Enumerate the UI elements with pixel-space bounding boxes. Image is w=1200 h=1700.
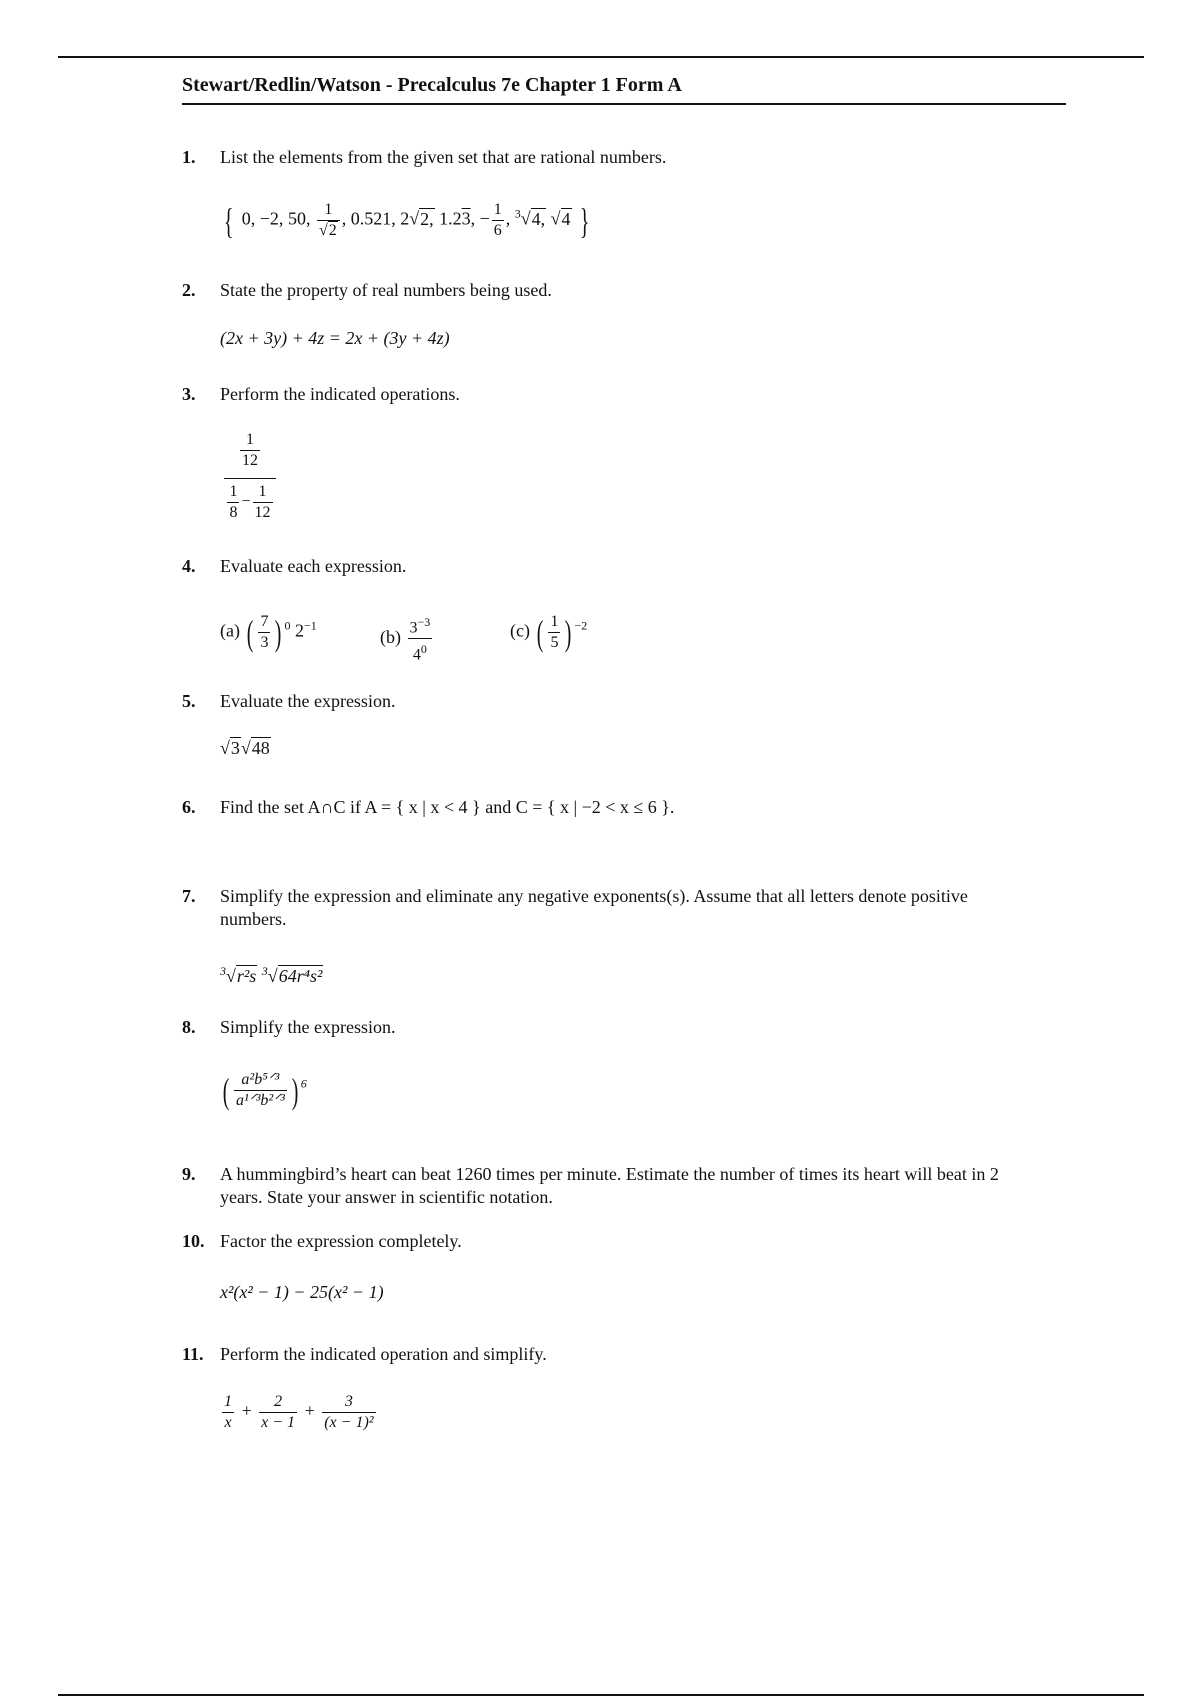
- question-5-expression: √3√48: [220, 738, 270, 758]
- question-1-set: { 0, −2, 50, $\frac{1}{√2}$ , 0.521, 2√2, 1.23, − $\frac{1}{6}$ , $^3$√4, √4 }: [223, 200, 590, 241]
- page-title: Stewart/Redlin/Watson - Precalculus 7e Chapter 1 Form A: [182, 74, 1066, 105]
- question-8-expression: ( $\frac{\text{a²b⁵ᐟ³}}{\text{a¹ᐟ³b²ᐟ³}}$ ) $^6$: [222, 1070, 307, 1111]
- question-7-expression: $^3$√r²s $^3$√64r⁴s²: [220, 964, 323, 986]
- question-4-part-a: (a) ( $\frac{7}{3}$ ) $^0$ $2^{-1}$: [220, 612, 317, 653]
- bottom-rule: [58, 1694, 1144, 1696]
- top-rule: [58, 56, 1144, 58]
- question-2-expression: (2x + 3y) + 4z = 2x + (3y + 4z): [220, 328, 450, 348]
- question-4-part-b: (b) $\frac{3^{-3}}{4^0}$: [380, 615, 431, 664]
- question-4-part-c: (c) ( $\frac{1}{5}$ ) $^{-2}$: [510, 612, 588, 653]
- question-11-expression: $\frac{1}{x}$ + $\frac{2}{x - 1}$ + $\frac{3}{\text{(x − 1)²}}$: [224, 1393, 374, 1431]
- question-10-expression: x²(x² − 1) − 25(x² − 1): [220, 1282, 384, 1302]
